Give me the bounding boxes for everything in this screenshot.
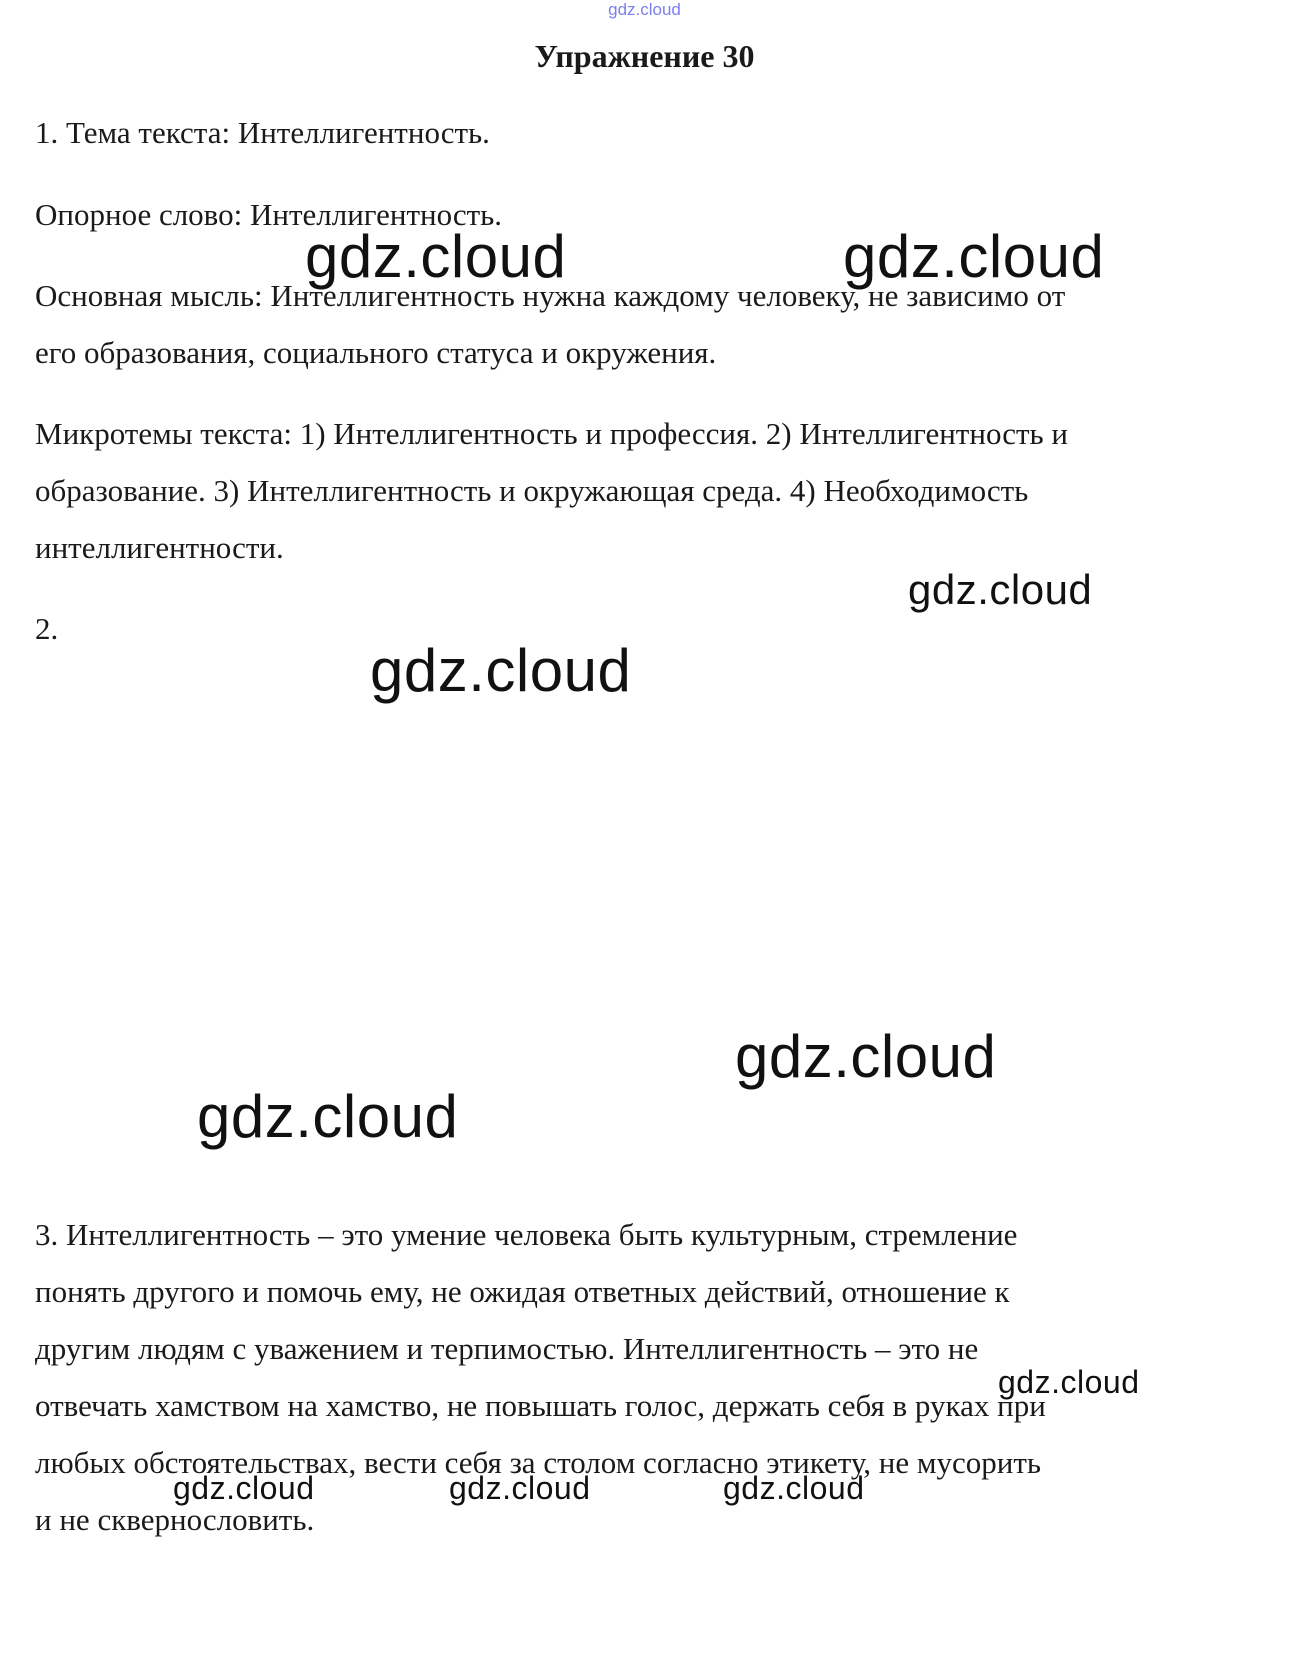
main-idea-line-1: Основная мысль: Интеллигентность нужна каждому человеку, не зависимо от xyxy=(35,278,1066,313)
watermark: gdz.cloud xyxy=(197,1083,459,1150)
watermark: gdz.cloud xyxy=(449,1470,591,1506)
watermark: gdz.cloud xyxy=(998,1364,1140,1400)
watermark: gdz.cloud xyxy=(370,637,632,704)
watermark: gdz.cloud xyxy=(305,223,567,290)
definition-line-5: любых обстоятельствах, вести себя за столом согласно этикету, не мусорить xyxy=(35,1445,1042,1480)
definition-line-1: 3. Интеллигентность – это умение человека быть культурным, стремление xyxy=(35,1217,1018,1252)
microthemes-line-1: Микротемы текста: 1) Интеллигентность и профессия. 2) Интеллигентность и xyxy=(35,416,1069,451)
watermark: gdz.cloud xyxy=(735,1023,997,1090)
topic-line: 1. Тема текста: Интеллигентность. xyxy=(35,115,490,150)
definition-line-6: и не сквернословить. xyxy=(35,1502,315,1537)
definition-line-3: другим людям с уважением и терпимостью. Интеллигентность – это не xyxy=(35,1331,979,1366)
watermark: gdz.cloud xyxy=(908,566,1093,613)
watermark: gdz.cloud xyxy=(843,223,1105,290)
microthemes-line-2: образование. 3) Интеллигентность и окружающая среда. 4) Необходимость xyxy=(35,473,1029,508)
definition-line-4: отвечать хамством на хамство, не повышать голос, держать себя в руках при xyxy=(35,1388,1046,1423)
top-watermark: gdz.cloud xyxy=(608,0,681,19)
microthemes-line-3: интеллигентности. xyxy=(35,530,284,565)
definition-line-2: понять другого и помочь ему, не ожидая ответных действий, отношение к xyxy=(35,1274,1010,1309)
page-title: Упражнение 30 xyxy=(534,38,755,74)
watermark: gdz.cloud xyxy=(173,1470,315,1506)
main-idea-line-2: его образования, социального статуса и окружения. xyxy=(35,335,717,370)
section-2-label: 2. xyxy=(35,611,59,646)
watermark: gdz.cloud xyxy=(723,1470,865,1506)
keyword-line: Опорное слово: Интеллигентность. xyxy=(35,197,503,232)
